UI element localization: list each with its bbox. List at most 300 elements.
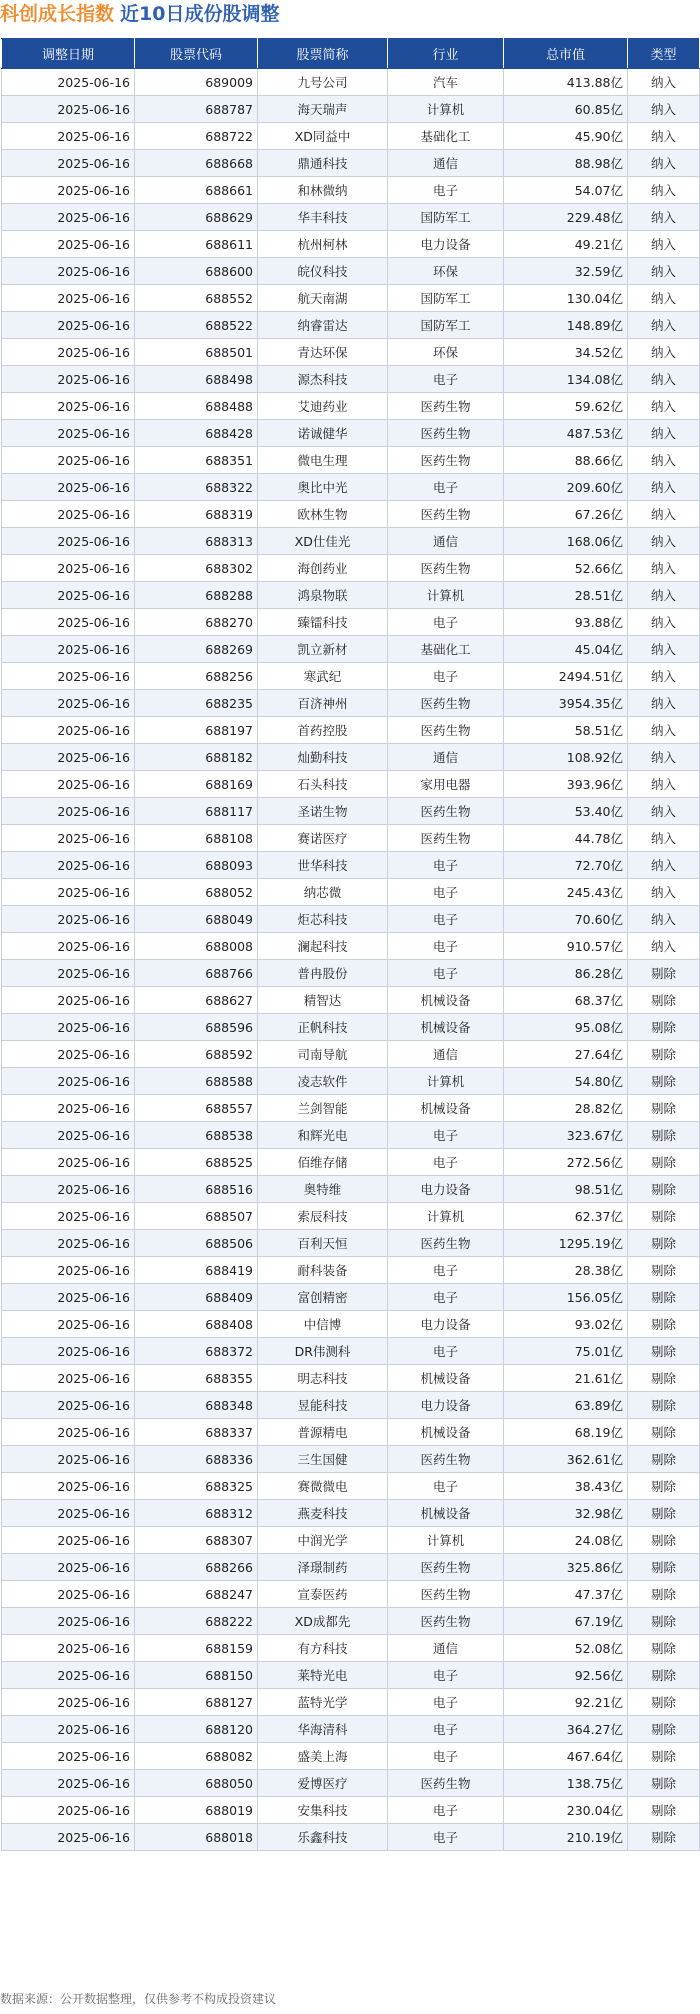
cell-date: 2025-06-16 — [2, 123, 135, 150]
cell-market-cap: 62.37亿 — [504, 1203, 628, 1230]
cell-date: 2025-06-16 — [2, 1068, 135, 1095]
cell-market-cap: 63.89亿 — [504, 1392, 628, 1419]
cell-market-cap: 68.37亿 — [504, 987, 628, 1014]
cell-industry: 电子 — [388, 1689, 504, 1716]
cell-industry: 医药生物 — [388, 393, 504, 420]
cell-stock-code: 688522 — [135, 312, 258, 339]
cell-industry: 电子 — [388, 1257, 504, 1284]
cell-market-cap: 910.57亿 — [504, 933, 628, 960]
cell-stock-name: 昱能科技 — [258, 1392, 388, 1419]
cell-stock-name: 中信博 — [258, 1311, 388, 1338]
cell-market-cap: 52.66亿 — [504, 555, 628, 582]
cell-type: 剔除 — [628, 1257, 700, 1284]
cell-type: 纳入 — [628, 636, 700, 663]
table-row — [2, 744, 700, 771]
table-row — [2, 1716, 700, 1743]
col-header-name: 股票简称 — [258, 39, 388, 69]
cell-stock-code: 688722 — [135, 123, 258, 150]
cell-stock-code: 688018 — [135, 1824, 258, 1851]
cell-stock-code: 688351 — [135, 447, 258, 474]
cell-industry: 家用电器 — [388, 771, 504, 798]
cell-stock-name: 鸿泉物联 — [258, 582, 388, 609]
table-row — [2, 1230, 700, 1257]
cell-industry: 环保 — [388, 339, 504, 366]
table-row — [2, 1608, 700, 1635]
cell-stock-code: 688150 — [135, 1662, 258, 1689]
table-row — [2, 177, 700, 204]
cell-date: 2025-06-16 — [2, 1500, 135, 1527]
table-row — [2, 933, 700, 960]
table-row — [2, 1770, 700, 1797]
cell-industry: 通信 — [388, 1041, 504, 1068]
cell-type: 剔除 — [628, 1095, 700, 1122]
cell-industry: 通信 — [388, 1635, 504, 1662]
cell-date: 2025-06-16 — [2, 1716, 135, 1743]
cell-stock-name: 乐鑫科技 — [258, 1824, 388, 1851]
cell-market-cap: 393.96亿 — [504, 771, 628, 798]
cell-date: 2025-06-16 — [2, 1635, 135, 1662]
cell-market-cap: 32.59亿 — [504, 258, 628, 285]
table-row — [2, 231, 700, 258]
cell-stock-code: 688307 — [135, 1527, 258, 1554]
table-row — [2, 1446, 700, 1473]
cell-market-cap: 44.78亿 — [504, 825, 628, 852]
cell-market-cap: 67.19亿 — [504, 1608, 628, 1635]
cell-stock-name: 和辉光电 — [258, 1122, 388, 1149]
cell-type: 剔除 — [628, 1446, 700, 1473]
col-header-code: 股票代码 — [135, 39, 258, 69]
cell-market-cap: 467.64亿 — [504, 1743, 628, 1770]
cell-stock-name: 盛美上海 — [258, 1743, 388, 1770]
cell-date: 2025-06-16 — [2, 690, 135, 717]
cell-stock-name: 杭州柯林 — [258, 231, 388, 258]
cell-stock-name: 普冉股份 — [258, 960, 388, 987]
page-title — [0, 0, 279, 30]
table-row — [2, 1149, 700, 1176]
cell-stock-code: 688256 — [135, 663, 258, 690]
cell-type: 纳入 — [628, 663, 700, 690]
cell-market-cap: 54.07亿 — [504, 177, 628, 204]
cell-date: 2025-06-16 — [2, 1203, 135, 1230]
table-row — [2, 1797, 700, 1824]
cell-stock-code: 689009 — [135, 69, 258, 96]
cell-date: 2025-06-16 — [2, 1149, 135, 1176]
cell-market-cap: 72.70亿 — [504, 852, 628, 879]
cell-stock-code: 688008 — [135, 933, 258, 960]
cell-market-cap: 68.19亿 — [504, 1419, 628, 1446]
cell-date: 2025-06-16 — [2, 1608, 135, 1635]
cell-market-cap: 245.43亿 — [504, 879, 628, 906]
table-row — [2, 1581, 700, 1608]
cell-industry: 电子 — [388, 366, 504, 393]
cell-stock-name: 炬芯科技 — [258, 906, 388, 933]
cell-industry: 电力设备 — [388, 231, 504, 258]
cell-market-cap: 67.26亿 — [504, 501, 628, 528]
cell-type: 剔除 — [628, 1608, 700, 1635]
cell-stock-name: 奥特维 — [258, 1176, 388, 1203]
table-row — [2, 1338, 700, 1365]
table-row — [2, 636, 700, 663]
cell-date: 2025-06-16 — [2, 798, 135, 825]
cell-stock-name: 纳睿雷达 — [258, 312, 388, 339]
cell-stock-code: 688600 — [135, 258, 258, 285]
cell-stock-code: 688348 — [135, 1392, 258, 1419]
table-row — [2, 1473, 700, 1500]
cell-stock-name: 凯立新材 — [258, 636, 388, 663]
table-row — [2, 1311, 700, 1338]
table-row — [2, 1392, 700, 1419]
cell-market-cap: 45.04亿 — [504, 636, 628, 663]
cell-date: 2025-06-16 — [2, 1689, 135, 1716]
cell-type: 剔除 — [628, 1122, 700, 1149]
cell-stock-code: 688049 — [135, 906, 258, 933]
cell-industry: 电子 — [388, 1716, 504, 1743]
cell-market-cap: 230.04亿 — [504, 1797, 628, 1824]
cell-industry: 电子 — [388, 177, 504, 204]
table-row — [2, 717, 700, 744]
cell-market-cap: 95.08亿 — [504, 1014, 628, 1041]
cell-industry: 通信 — [388, 150, 504, 177]
cell-stock-code: 688319 — [135, 501, 258, 528]
table-row — [2, 852, 700, 879]
cell-stock-name: 百济神州 — [258, 690, 388, 717]
cell-market-cap: 168.06亿 — [504, 528, 628, 555]
cell-stock-code: 688419 — [135, 1257, 258, 1284]
table-row — [2, 69, 700, 96]
cell-market-cap: 323.67亿 — [504, 1122, 628, 1149]
cell-industry: 医药生物 — [388, 1446, 504, 1473]
cell-stock-code: 688093 — [135, 852, 258, 879]
cell-industry: 计算机 — [388, 96, 504, 123]
cell-stock-name: 澜起科技 — [258, 933, 388, 960]
cell-stock-name: 赛微微电 — [258, 1473, 388, 1500]
cell-type: 纳入 — [628, 933, 700, 960]
cell-market-cap: 98.51亿 — [504, 1176, 628, 1203]
cell-date: 2025-06-16 — [2, 771, 135, 798]
cell-stock-code: 688787 — [135, 96, 258, 123]
cell-industry: 电子 — [388, 474, 504, 501]
cell-industry: 电子 — [388, 1149, 504, 1176]
cell-type: 纳入 — [628, 717, 700, 744]
cell-date: 2025-06-16 — [2, 636, 135, 663]
cell-date: 2025-06-16 — [2, 1662, 135, 1689]
cell-industry: 计算机 — [388, 1068, 504, 1095]
table-row — [2, 339, 700, 366]
table-row — [2, 1662, 700, 1689]
cell-type: 纳入 — [628, 177, 700, 204]
cell-date: 2025-06-16 — [2, 906, 135, 933]
table-row — [2, 285, 700, 312]
cell-industry: 电子 — [388, 960, 504, 987]
cell-market-cap: 38.43亿 — [504, 1473, 628, 1500]
table-row — [2, 1257, 700, 1284]
cell-type: 剔除 — [628, 1770, 700, 1797]
table-row — [2, 906, 700, 933]
cell-type: 剔除 — [628, 1338, 700, 1365]
cell-stock-code: 688266 — [135, 1554, 258, 1581]
cell-date: 2025-06-16 — [2, 555, 135, 582]
cell-date: 2025-06-16 — [2, 1095, 135, 1122]
cell-stock-code: 688592 — [135, 1041, 258, 1068]
cell-market-cap: 108.92亿 — [504, 744, 628, 771]
cell-market-cap: 70.60亿 — [504, 906, 628, 933]
cell-industry: 电力设备 — [388, 1176, 504, 1203]
cell-stock-code: 688516 — [135, 1176, 258, 1203]
cell-stock-code: 688627 — [135, 987, 258, 1014]
cell-industry: 基础化工 — [388, 123, 504, 150]
cell-stock-code: 688302 — [135, 555, 258, 582]
cell-stock-name: 华丰科技 — [258, 204, 388, 231]
cell-stock-name: 华海清科 — [258, 1716, 388, 1743]
cell-industry: 医药生物 — [388, 717, 504, 744]
cell-stock-name: 兰剑智能 — [258, 1095, 388, 1122]
cell-market-cap: 134.08亿 — [504, 366, 628, 393]
cell-date: 2025-06-16 — [2, 1284, 135, 1311]
cell-stock-code: 688313 — [135, 528, 258, 555]
cell-market-cap: 487.53亿 — [504, 420, 628, 447]
table-row — [2, 1527, 700, 1554]
cell-industry: 医药生物 — [388, 1581, 504, 1608]
cell-stock-name: 明志科技 — [258, 1365, 388, 1392]
cell-market-cap: 138.75亿 — [504, 1770, 628, 1797]
cell-stock-code: 688611 — [135, 231, 258, 258]
cell-stock-code: 688052 — [135, 879, 258, 906]
cell-type: 剔除 — [628, 1230, 700, 1257]
cell-type: 剔除 — [628, 1419, 700, 1446]
cell-industry: 电子 — [388, 933, 504, 960]
cell-date: 2025-06-16 — [2, 1230, 135, 1257]
cell-type: 剔除 — [628, 1014, 700, 1041]
cell-stock-code: 688337 — [135, 1419, 258, 1446]
cell-industry: 医药生物 — [388, 1230, 504, 1257]
cell-industry: 机械设备 — [388, 1014, 504, 1041]
cell-type: 剔除 — [628, 1392, 700, 1419]
cell-industry: 国防军工 — [388, 312, 504, 339]
cell-date: 2025-06-16 — [2, 1527, 135, 1554]
cell-type: 纳入 — [628, 474, 700, 501]
cell-stock-code: 688169 — [135, 771, 258, 798]
cell-industry: 医药生物 — [388, 420, 504, 447]
cell-industry: 机械设备 — [388, 1500, 504, 1527]
table-row — [2, 690, 700, 717]
cell-date: 2025-06-16 — [2, 609, 135, 636]
cell-date: 2025-06-16 — [2, 177, 135, 204]
cell-stock-code: 688498 — [135, 366, 258, 393]
cell-stock-code: 688629 — [135, 204, 258, 231]
cell-market-cap: 28.38亿 — [504, 1257, 628, 1284]
cell-type: 剔除 — [628, 1554, 700, 1581]
cell-type: 剔除 — [628, 1824, 700, 1851]
cell-market-cap: 229.48亿 — [504, 204, 628, 231]
cell-stock-name: 奥比中光 — [258, 474, 388, 501]
cell-stock-code: 688525 — [135, 1149, 258, 1176]
cell-stock-name: XD仕佳光 — [258, 528, 388, 555]
data-source-note: 数据来源：公开数据整理，仅供参考不构成投资建议 — [0, 1992, 277, 2006]
table-row — [2, 825, 700, 852]
cell-stock-name: 海天瑞声 — [258, 96, 388, 123]
cell-stock-name: 莱特光电 — [258, 1662, 388, 1689]
cell-industry: 机械设备 — [388, 1095, 504, 1122]
cell-type: 剔除 — [628, 1041, 700, 1068]
cell-stock-code: 688108 — [135, 825, 258, 852]
table-row — [2, 960, 700, 987]
cell-stock-name: 欧林生物 — [258, 501, 388, 528]
cell-industry: 医药生物 — [388, 501, 504, 528]
cell-type: 纳入 — [628, 393, 700, 420]
cell-industry: 医药生物 — [388, 825, 504, 852]
cell-stock-code: 688552 — [135, 285, 258, 312]
cell-stock-code: 688117 — [135, 798, 258, 825]
cell-date: 2025-06-16 — [2, 96, 135, 123]
table-row — [2, 1419, 700, 1446]
cell-date: 2025-06-16 — [2, 1014, 135, 1041]
cell-stock-name: 石头科技 — [258, 771, 388, 798]
table-row — [2, 528, 700, 555]
cell-date: 2025-06-16 — [2, 231, 135, 258]
cell-stock-name: 精智达 — [258, 987, 388, 1014]
cell-industry: 汽车 — [388, 69, 504, 96]
cell-stock-name: 燕麦科技 — [258, 1500, 388, 1527]
cell-type: 纳入 — [628, 906, 700, 933]
table-row — [2, 555, 700, 582]
cell-market-cap: 92.56亿 — [504, 1662, 628, 1689]
cell-market-cap: 364.27亿 — [504, 1716, 628, 1743]
cell-type: 纳入 — [628, 447, 700, 474]
cell-type: 剔除 — [628, 1689, 700, 1716]
cell-stock-name: 普源精电 — [258, 1419, 388, 1446]
cell-stock-code: 688082 — [135, 1743, 258, 1770]
col-header-date: 调整日期 — [2, 39, 135, 69]
cell-type: 纳入 — [628, 366, 700, 393]
cell-stock-name: 首药控股 — [258, 717, 388, 744]
cell-stock-name: XD成都先 — [258, 1608, 388, 1635]
cell-stock-code: 688409 — [135, 1284, 258, 1311]
col-header-type: 类型 — [628, 39, 700, 69]
cell-stock-code: 688182 — [135, 744, 258, 771]
cell-type: 剔除 — [628, 1473, 700, 1500]
cell-date: 2025-06-16 — [2, 339, 135, 366]
cell-type: 剔除 — [628, 987, 700, 1014]
cell-market-cap: 362.61亿 — [504, 1446, 628, 1473]
table-row — [2, 609, 700, 636]
cell-market-cap: 47.37亿 — [504, 1581, 628, 1608]
cell-market-cap: 413.88亿 — [504, 69, 628, 96]
cell-stock-name: 佰维存储 — [258, 1149, 388, 1176]
cell-market-cap: 272.56亿 — [504, 1149, 628, 1176]
cell-industry: 医药生物 — [388, 1770, 504, 1797]
cell-type: 剔除 — [628, 1635, 700, 1662]
cell-industry: 医药生物 — [388, 1554, 504, 1581]
cell-industry: 电子 — [388, 1662, 504, 1689]
cell-type: 纳入 — [628, 825, 700, 852]
cell-industry: 电子 — [388, 879, 504, 906]
cell-market-cap: 93.88亿 — [504, 609, 628, 636]
cell-stock-name: 臻镭科技 — [258, 609, 388, 636]
cell-type: 纳入 — [628, 501, 700, 528]
table-row — [2, 123, 700, 150]
cell-date: 2025-06-16 — [2, 1554, 135, 1581]
cell-market-cap: 3954.35亿 — [504, 690, 628, 717]
cell-stock-code: 688247 — [135, 1581, 258, 1608]
cell-type: 剔除 — [628, 1500, 700, 1527]
cell-type: 纳入 — [628, 609, 700, 636]
cell-industry: 国防军工 — [388, 204, 504, 231]
cell-industry: 电子 — [388, 1824, 504, 1851]
cell-industry: 医药生物 — [388, 690, 504, 717]
cell-date: 2025-06-16 — [2, 1743, 135, 1770]
table-row — [2, 1122, 700, 1149]
col-header-industry: 行业 — [388, 39, 504, 69]
cell-market-cap: 93.02亿 — [504, 1311, 628, 1338]
cell-type: 剔除 — [628, 1284, 700, 1311]
cell-industry: 电力设备 — [388, 1311, 504, 1338]
cell-type: 剔除 — [628, 1311, 700, 1338]
cell-market-cap: 325.86亿 — [504, 1554, 628, 1581]
cell-stock-name: 索辰科技 — [258, 1203, 388, 1230]
cell-date: 2025-06-16 — [2, 825, 135, 852]
cell-type: 纳入 — [628, 582, 700, 609]
cell-date: 2025-06-16 — [2, 1581, 135, 1608]
cell-type: 纳入 — [628, 420, 700, 447]
cell-market-cap: 88.98亿 — [504, 150, 628, 177]
table-row — [2, 582, 700, 609]
cell-market-cap: 58.51亿 — [504, 717, 628, 744]
cell-stock-name: 艾迪药业 — [258, 393, 388, 420]
cell-market-cap: 28.82亿 — [504, 1095, 628, 1122]
cell-stock-name: 有方科技 — [258, 1635, 388, 1662]
cell-stock-name: 和林微纳 — [258, 177, 388, 204]
cell-stock-name: 富创精密 — [258, 1284, 388, 1311]
cell-industry: 机械设备 — [388, 1419, 504, 1446]
table-row — [2, 447, 700, 474]
table-row — [2, 1689, 700, 1716]
cell-date: 2025-06-16 — [2, 1041, 135, 1068]
cell-industry: 医药生物 — [388, 447, 504, 474]
cell-type: 纳入 — [628, 879, 700, 906]
cell-stock-code: 688159 — [135, 1635, 258, 1662]
cell-date: 2025-06-16 — [2, 1419, 135, 1446]
table-row — [2, 258, 700, 285]
cell-date: 2025-06-16 — [2, 1365, 135, 1392]
cell-stock-name: 航天南湖 — [258, 285, 388, 312]
cell-stock-code: 688372 — [135, 1338, 258, 1365]
table-row — [2, 1500, 700, 1527]
cell-stock-name: 安集科技 — [258, 1797, 388, 1824]
cell-date: 2025-06-16 — [2, 1392, 135, 1419]
cell-industry: 医药生物 — [388, 555, 504, 582]
cell-date: 2025-06-16 — [2, 1446, 135, 1473]
cell-type: 剔除 — [628, 1176, 700, 1203]
table-row — [2, 798, 700, 825]
cell-date: 2025-06-16 — [2, 474, 135, 501]
cell-industry: 机械设备 — [388, 1365, 504, 1392]
table-row — [2, 150, 700, 177]
cell-date: 2025-06-16 — [2, 258, 135, 285]
col-header-market-cap: 总市值 — [504, 39, 628, 69]
cell-type: 纳入 — [628, 690, 700, 717]
cell-type: 纳入 — [628, 150, 700, 177]
cell-industry: 电子 — [388, 663, 504, 690]
cell-stock-name: 宣泰医药 — [258, 1581, 388, 1608]
cell-market-cap: 27.64亿 — [504, 1041, 628, 1068]
table-row — [2, 1554, 700, 1581]
cell-stock-code: 688050 — [135, 1770, 258, 1797]
cell-industry: 计算机 — [388, 1203, 504, 1230]
cell-date: 2025-06-16 — [2, 744, 135, 771]
cell-type: 剔除 — [628, 1797, 700, 1824]
cell-type: 纳入 — [628, 96, 700, 123]
cell-type: 纳入 — [628, 285, 700, 312]
